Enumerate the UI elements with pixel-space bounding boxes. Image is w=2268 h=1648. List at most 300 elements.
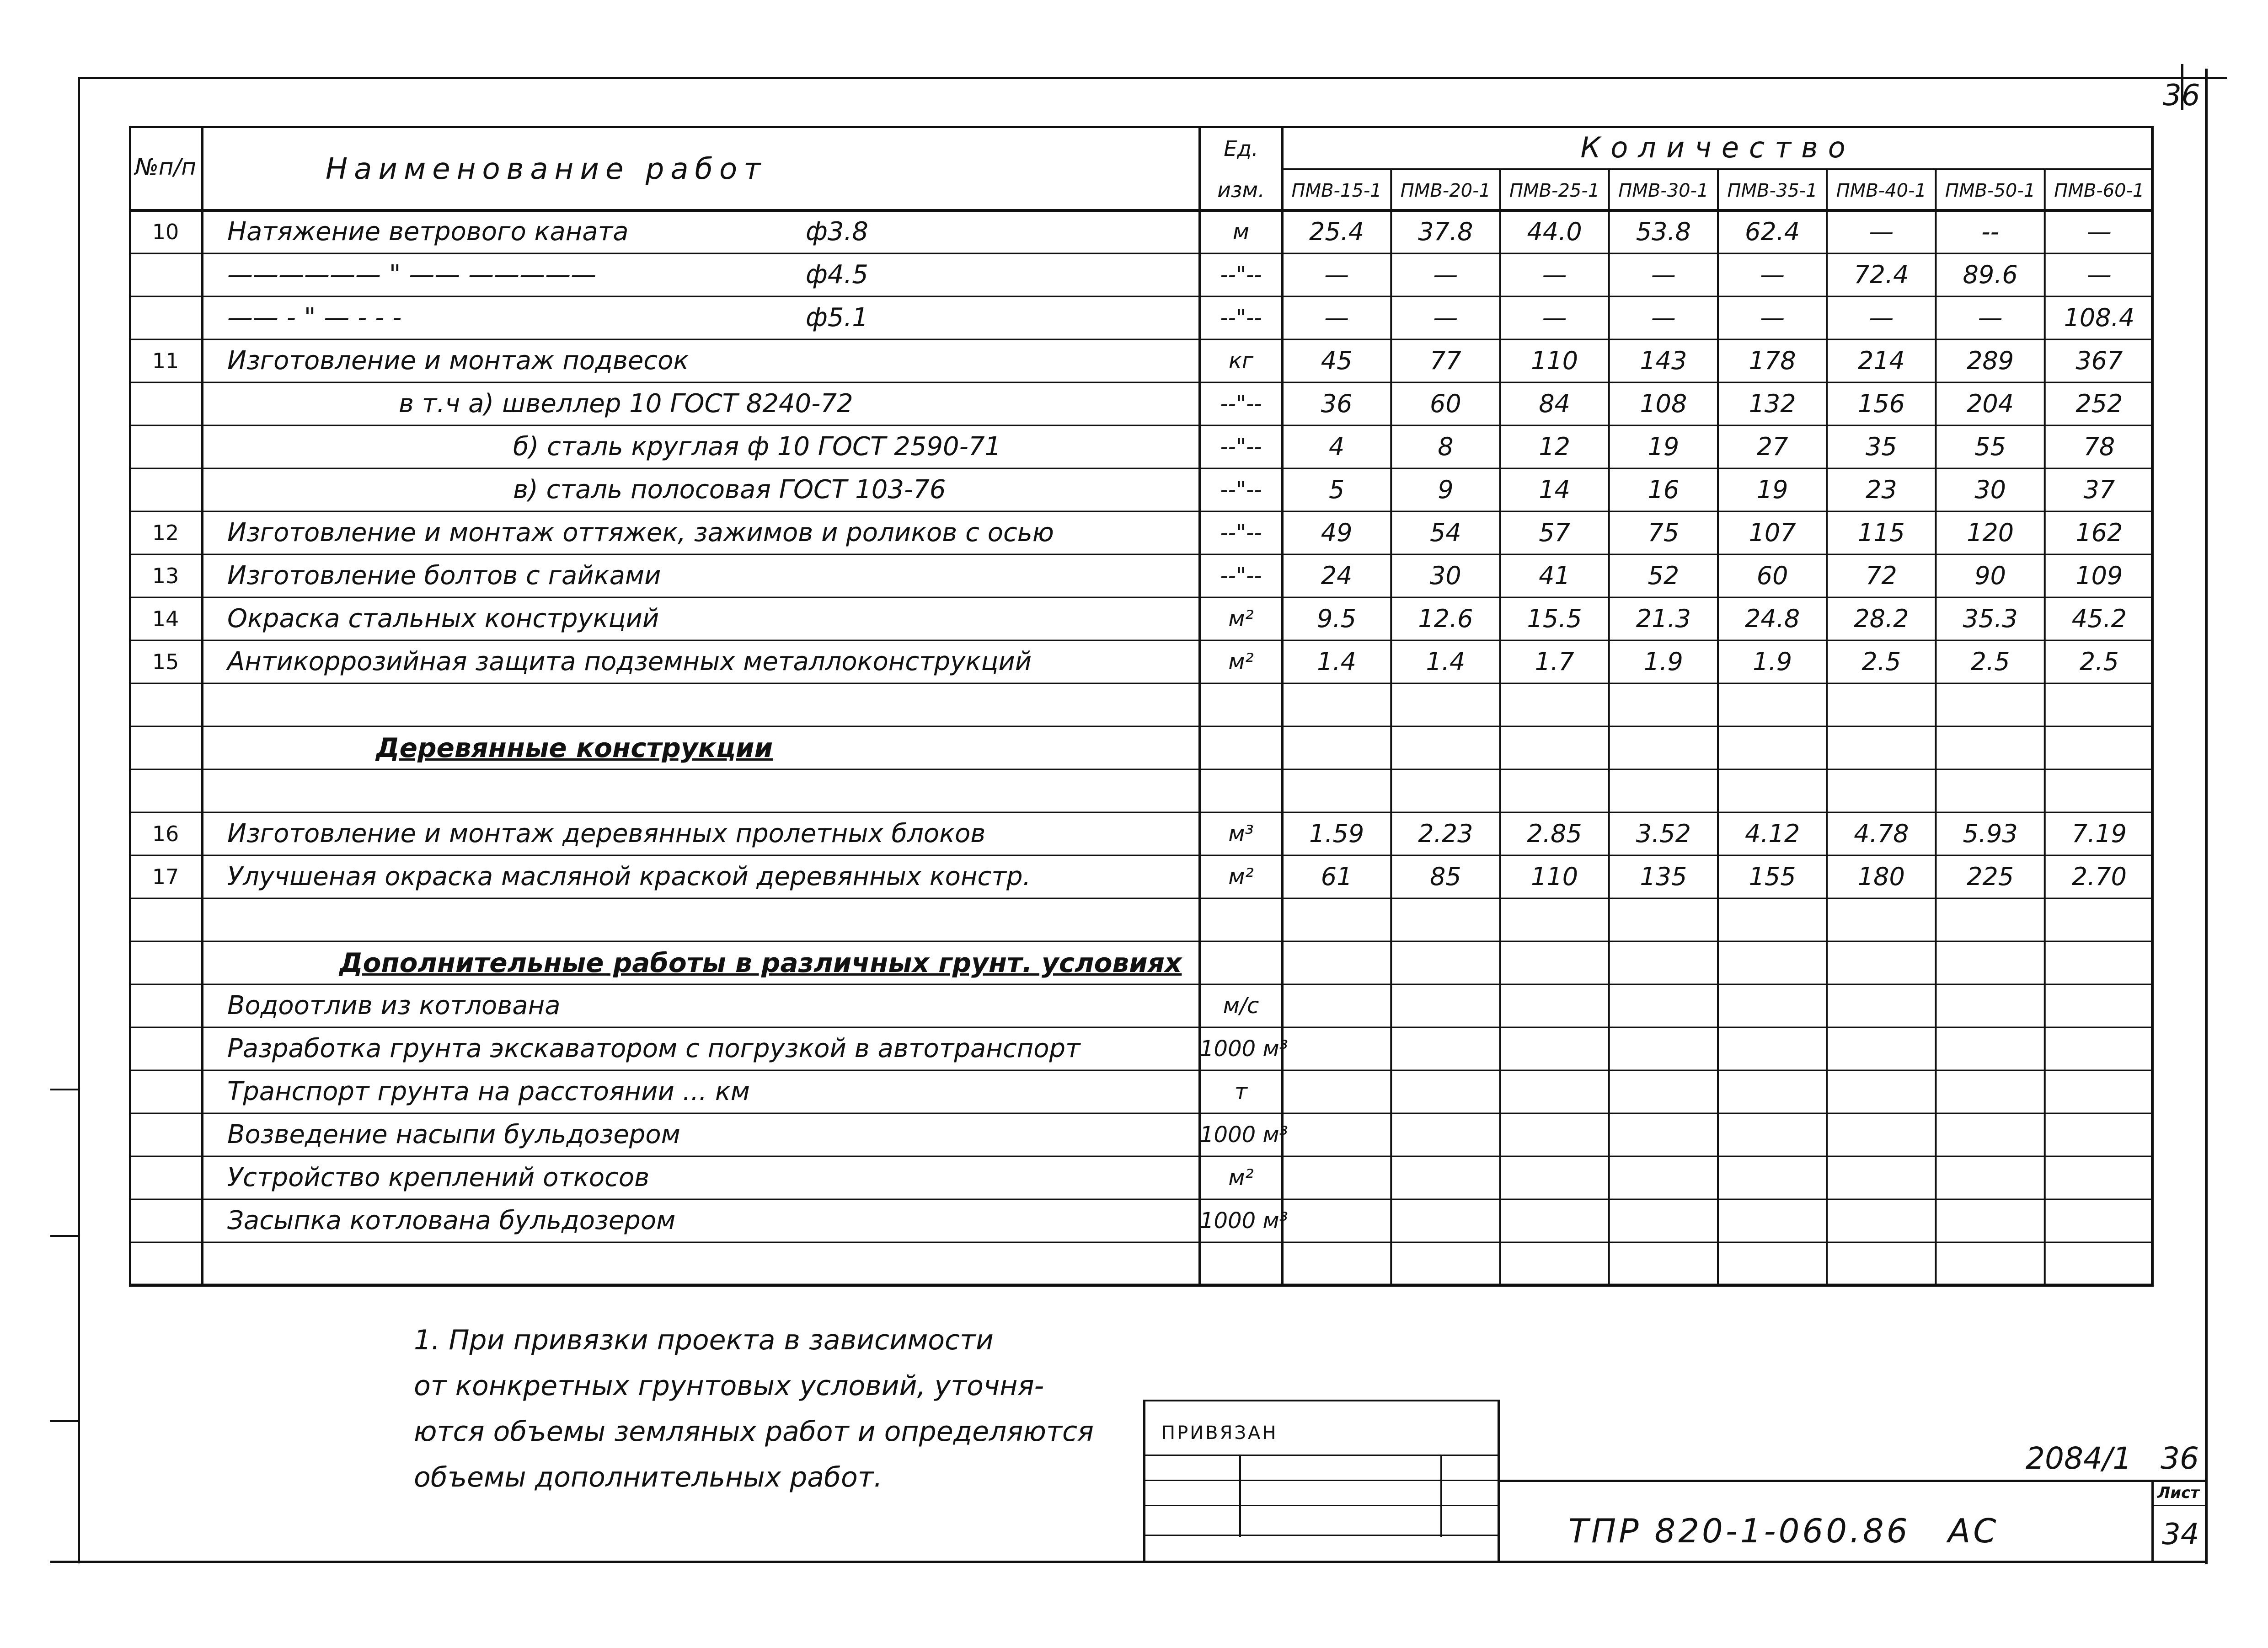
frame-bottom (50, 1561, 2208, 1563)
quantity-value (1827, 941, 1936, 984)
quantity-value: 60 (1756, 561, 1788, 590)
quantity-value (1609, 984, 1718, 1027)
quantity-value: 14 (1539, 475, 1570, 504)
quantity-value: 2.70 (2071, 862, 2127, 891)
quantity-value: — (2086, 217, 2112, 246)
quantity-value (1391, 898, 1500, 941)
quantity-value: 2.5 (2079, 647, 2119, 676)
quantity-value: — (1651, 260, 1676, 289)
quantity-value (1718, 1113, 1827, 1156)
quantity-value (1500, 769, 1609, 812)
sheet-label: Лист (2157, 1484, 2199, 1502)
quantity-value (1936, 941, 2045, 984)
quantity-value (1718, 683, 1827, 726)
quantity-value (1718, 1027, 1827, 1070)
quantity-value (1609, 941, 1718, 984)
quantity-value: 132 (1749, 389, 1796, 418)
quantity-value: 78 (2083, 432, 2115, 461)
quantity-value (1936, 898, 2045, 941)
column-header: ПМВ-30-1 (1618, 180, 1709, 201)
unit: --"-- (1220, 305, 1262, 331)
quantity-value: 367 (2075, 346, 2123, 375)
quantity-value: 5.93 (1963, 819, 2018, 848)
quantity-value (1500, 1070, 1609, 1113)
table-content (129, 126, 2154, 1297)
quantity-value (1282, 726, 1391, 769)
quantity-value (1609, 898, 1718, 941)
quantity-value: 9.5 (1317, 604, 1357, 633)
quantity-value (1282, 1242, 1391, 1285)
quantity-value: 2.5 (1970, 647, 2010, 676)
quantity-value: 57 (1539, 518, 1570, 547)
quantity-value: 110 (1531, 346, 1578, 375)
quantity-value (1391, 1070, 1500, 1113)
quantity-value: 225 (1967, 862, 2014, 891)
quantity-value: 27 (1756, 432, 1788, 461)
quantity-value: 24 (1321, 561, 1353, 590)
quantity-value (1282, 1070, 1391, 1113)
row-number (129, 769, 202, 812)
quantity-value: 90 (1974, 561, 2006, 590)
row-number (129, 296, 202, 339)
quantity-value: 155 (1749, 862, 1796, 891)
quantity-value: — (1651, 303, 1676, 332)
section-title: Деревянные конструкции (376, 732, 773, 763)
quantity-value (1500, 1113, 1609, 1156)
quantity-value: 77 (1430, 346, 1461, 375)
quantity-value (1936, 1242, 2045, 1285)
notes-block (414, 1317, 1168, 1500)
unit: т (1235, 1079, 1247, 1105)
quantity-value (1609, 683, 1718, 726)
quantity-value: 44.0 (1527, 217, 1582, 246)
work-name: в т.ч а) швеллер 10 ГОСТ 8240-72 (399, 389, 853, 419)
work-name: Изготовление болтов с гайками (227, 561, 661, 590)
quantity-value (1827, 1156, 1936, 1199)
note-line: объемы дополнительных работ. (414, 1461, 883, 1493)
quantity-value: 62.4 (1745, 217, 1800, 246)
unit: --"-- (1220, 434, 1262, 460)
quantity-value (1609, 1113, 1718, 1156)
quantity-value (1936, 1156, 2045, 1199)
quantity-value: 84 (1539, 389, 1570, 418)
quantity-value: — (1760, 303, 1785, 332)
quantity-value (1718, 726, 1827, 769)
quantity-value (1500, 1027, 1609, 1070)
quantity-value (1500, 1199, 1609, 1242)
row-number: 15 (152, 650, 179, 674)
unit (1200, 769, 1282, 812)
row-number (129, 468, 202, 511)
quantity-value: 1.4 (1317, 647, 1357, 676)
quantity-value: 15.5 (1527, 604, 1582, 633)
quantity-value (1391, 769, 1500, 812)
quantity-value: 45 (1321, 346, 1353, 375)
quantity-value (2045, 1113, 2154, 1156)
quantity-value: 143 (1640, 346, 1687, 375)
quantity-value (1936, 726, 2045, 769)
quantity-value (1391, 984, 1500, 1027)
quantity-value: 108.4 (2064, 303, 2135, 332)
quantity-value: 1.9 (1753, 647, 1792, 676)
row-number (129, 382, 202, 425)
sheet-number: 34 (2162, 1518, 2199, 1551)
quantity-value: 180 (1857, 862, 1905, 891)
quantity-value: 162 (2075, 518, 2123, 547)
row-number: 11 (152, 349, 179, 373)
quantity-value: 53.8 (1636, 217, 1691, 246)
quantity-value: 178 (1749, 346, 1796, 375)
quantity-value: 89.6 (1963, 260, 2018, 289)
quantity-value (1391, 1113, 1500, 1156)
quantity-value: 35 (1866, 432, 1897, 461)
quantity-value: 4 (1328, 432, 1345, 461)
quantity-value: 75 (1648, 518, 1680, 547)
work-name: —— - " — - - - (227, 303, 402, 333)
quantity-value (1391, 1242, 1500, 1285)
column-header: ПМВ-25-1 (1509, 180, 1600, 201)
quantity-value: 2.23 (1418, 819, 1473, 848)
quantity-value: 21.3 (1636, 604, 1691, 633)
quantity-value (1500, 898, 1609, 941)
quantity-value: 55 (1974, 432, 2006, 461)
quantity-value (1282, 683, 1391, 726)
unit: м/с (1223, 993, 1259, 1019)
quantity-value (1718, 1070, 1827, 1113)
quantity-value: 115 (1857, 518, 1905, 547)
quantity-value (1282, 769, 1391, 812)
row-number (129, 1156, 202, 1199)
quantity-value: 36 (1321, 389, 1353, 418)
quantity-value: 37.8 (1418, 217, 1473, 246)
row-number (129, 683, 202, 726)
quantity-value: 52 (1648, 561, 1680, 590)
diameter: ф5.1 (806, 303, 868, 333)
quantity-value: 37 (2083, 475, 2115, 504)
column-header: ПМВ-50-1 (1945, 180, 2036, 201)
quantity-value (1282, 941, 1391, 984)
quantity-value (1827, 726, 1936, 769)
quantity-value (1718, 1156, 1827, 1199)
quantity-value: 49 (1321, 518, 1353, 547)
quantity-value (1282, 898, 1391, 941)
row-number (129, 253, 202, 296)
inventory-number: 2084/1 (2026, 1441, 2132, 1476)
binding-tick (50, 1089, 79, 1090)
unit: кг (1228, 348, 1254, 374)
sheet-total: 36 (2161, 1441, 2199, 1476)
quantity-value (1282, 1027, 1391, 1070)
row-number: 16 (152, 821, 179, 846)
quantity-value: 54 (1430, 518, 1461, 547)
quantity-value (1936, 1027, 2045, 1070)
work-name: Устройство креплений откосов (227, 1163, 650, 1192)
quantity-value (2045, 1242, 2154, 1285)
row-number: 10 (152, 220, 179, 244)
work-name: Водоотлив из котлована (227, 991, 561, 1020)
quantity-value (2045, 1070, 2154, 1113)
quantity-value: 60 (1430, 389, 1461, 418)
row-number (129, 984, 202, 1027)
work-name: Транспорт грунта на расстоянии ... км (227, 1077, 750, 1106)
row-number: 13 (152, 564, 179, 588)
quantity-value (1609, 1070, 1718, 1113)
work-name: Улучшеная окраска масляной краской деревянных констр. (227, 862, 1031, 891)
quantity-value (1391, 1156, 1500, 1199)
quantity-value: 28.2 (1854, 604, 1909, 633)
quantity-value (1718, 769, 1827, 812)
work-name: Изготовление и монтаж деревянных пролетных блоков (227, 819, 986, 848)
quantity-value (1282, 1199, 1391, 1242)
quantity-value (2045, 726, 2154, 769)
quantity-value (2045, 984, 2154, 1027)
quantity-value: — (1324, 303, 1349, 332)
quantity-value (2045, 769, 2154, 812)
note-line: 1. При привязки проекта в зависимости (414, 1324, 994, 1356)
quantity-value (1936, 1113, 2045, 1156)
quantity-value (1718, 1242, 1827, 1285)
quantity-value (1827, 683, 1936, 726)
quantity-value: 7.19 (2071, 819, 2127, 848)
quantity-value: — (1433, 303, 1458, 332)
header-unit-line2: изм. (1217, 177, 1265, 202)
quantity-value (2045, 941, 2154, 984)
quantity-value: 4.78 (1854, 819, 1909, 848)
binding-tick (50, 1420, 79, 1422)
quantity-value (1936, 683, 2045, 726)
note-line: от конкретных грунтовых условий, уточня- (414, 1370, 1044, 1402)
quantity-value (1827, 1070, 1936, 1113)
quantity-value (1391, 1027, 1500, 1070)
row-number (129, 1113, 202, 1156)
sheet-corner-number: 36 (2163, 79, 2200, 113)
work-name: Изготовление и монтаж подвесок (227, 346, 689, 376)
quantity-value (1500, 726, 1609, 769)
quantity-value: 2.85 (1527, 819, 1582, 848)
unit: м² (1228, 864, 1254, 890)
row-number (129, 425, 202, 468)
diameter: ф3.8 (806, 217, 868, 247)
quantity-value (1936, 769, 2045, 812)
quantity-value: 25.4 (1309, 217, 1364, 246)
work-name: Окраска стальных конструкций (227, 604, 659, 633)
quantity-value (1609, 1199, 1718, 1242)
quantity-value (1936, 1199, 2045, 1242)
quantity-value (1282, 1113, 1391, 1156)
frame-left (78, 77, 80, 1563)
quantity-value (1827, 984, 1936, 1027)
quantity-value (1827, 1199, 1936, 1242)
quantity-value (1609, 1156, 1718, 1199)
column-header: ПМВ-35-1 (1727, 180, 1818, 201)
row-number: 17 (152, 864, 179, 889)
unit: м³ (1228, 821, 1254, 847)
quantity-value (1609, 1027, 1718, 1070)
quantity-value: 23 (1866, 475, 1897, 504)
quantity-value: 8 (1438, 432, 1454, 461)
quantity-value: 204 (1967, 389, 2014, 418)
row-number: 14 (152, 607, 179, 631)
quantity-value: 2.5 (1861, 647, 1901, 676)
unit: 1000 м³ (1200, 1122, 1288, 1148)
quantity-value: 19 (1756, 475, 1788, 504)
unit: м² (1228, 649, 1254, 675)
quantity-value (1827, 1027, 1936, 1070)
quantity-value: 252 (2075, 389, 2123, 418)
quantity-value (2045, 1027, 2154, 1070)
quantity-value: 156 (1857, 389, 1905, 418)
quantity-value: 16 (1648, 475, 1680, 504)
header-number: №п/п (134, 154, 197, 180)
quantity-value: 85 (1430, 862, 1461, 891)
unit (1200, 898, 1282, 941)
quantity-value: 30 (1974, 475, 2006, 504)
work-name: Разработка грунта экскаватором с погрузкой в автотранспорт (227, 1034, 1081, 1063)
work-name: б) сталь круглая ф 10 ГОСТ 2590-71 (513, 432, 1001, 462)
quantity-value: — (1869, 303, 1894, 332)
quantity-value: 30 (1430, 561, 1461, 590)
quantity-value (1718, 1199, 1827, 1242)
row-number (129, 1242, 202, 1285)
quantity-value (1718, 941, 1827, 984)
quantity-value: 1.7 (1535, 647, 1574, 676)
header-quantity: Количество (1580, 131, 1856, 164)
quantity-value: — (1324, 260, 1349, 289)
quantity-value (1500, 941, 1609, 984)
binding-tick (50, 1235, 79, 1237)
row-number (129, 1070, 202, 1113)
quantity-value: 107 (1749, 518, 1796, 547)
quantity-value: 5 (1328, 475, 1345, 504)
quantity-value: 41 (1539, 561, 1570, 590)
unit: --"-- (1220, 520, 1262, 546)
work-name: Возведение насыпи бульдозером (227, 1120, 680, 1149)
quantity-value: 1.59 (1309, 819, 1364, 848)
unit: --"-- (1220, 563, 1262, 589)
row-number: 12 (152, 521, 179, 545)
quantity-value: — (1433, 260, 1458, 289)
quantity-value: — (1542, 260, 1567, 289)
unit: 1000 м³ (1200, 1208, 1288, 1234)
column-header: ПМВ-40-1 (1836, 180, 1926, 201)
quantity-value: 61 (1321, 862, 1353, 891)
quantity-value: 4.12 (1745, 819, 1800, 848)
unit (1200, 941, 1282, 984)
quantity-value: — (1869, 217, 1894, 246)
quantity-value (1282, 984, 1391, 1027)
row-number (129, 1027, 202, 1070)
quantity-value (1718, 898, 1827, 941)
section-title: Дополнительные работы в различных грунт. условиях (339, 947, 1182, 978)
unit: --"-- (1220, 391, 1262, 417)
quantity-value (1500, 1156, 1609, 1199)
document-code: ТПР 820-1-060.86 (1568, 1512, 1910, 1550)
unit: м² (1228, 1165, 1254, 1191)
quantity-value: 72 (1866, 561, 1897, 590)
quantity-value (1609, 726, 1718, 769)
quantity-value (1936, 1070, 2045, 1113)
work-name: в) сталь полосовая ГОСТ 103-76 (513, 475, 946, 505)
quantity-value: 12.6 (1418, 604, 1473, 633)
quantity-value (1391, 1199, 1500, 1242)
header-name: Наименование работ (326, 152, 767, 186)
document-section: АС (1948, 1512, 1999, 1550)
row-number (129, 898, 202, 941)
row-number (129, 726, 202, 769)
unit (1200, 683, 1282, 726)
frame-top (78, 77, 2227, 79)
quantity-value: -- (1981, 217, 2000, 246)
quantity-value (1391, 683, 1500, 726)
quantity-value: 108 (1640, 389, 1687, 418)
row-number (129, 1199, 202, 1242)
quantity-value: 289 (1967, 346, 2014, 375)
column-header: ПМВ-15-1 (1291, 180, 1382, 201)
quantity-value: — (1760, 260, 1785, 289)
quantity-value (1609, 1242, 1718, 1285)
column-header: ПМВ-20-1 (1400, 180, 1491, 201)
work-name: Натяжение ветрового каната (227, 217, 629, 247)
quantity-value: — (1978, 303, 2003, 332)
quantity-value (2045, 1156, 2154, 1199)
quantity-value: 72.4 (1854, 260, 1909, 289)
work-name: Изготовление и монтаж оттяжек, зажимов и роликов с осью (227, 518, 1054, 548)
quantity-value (1282, 1156, 1391, 1199)
quantity-value (1609, 769, 1718, 812)
work-name: Засыпка котлована бульдозером (227, 1206, 676, 1235)
quantity-value: 1.4 (1426, 647, 1466, 676)
quantity-value (1827, 1113, 1936, 1156)
quantity-value: 19 (1648, 432, 1680, 461)
quantity-value: — (1542, 303, 1567, 332)
quantity-value (1391, 941, 1500, 984)
unit: --"-- (1220, 262, 1262, 288)
quantity-value: — (2086, 260, 2112, 289)
header-unit-line1: Ед. (1224, 136, 1258, 161)
quantity-value: 109 (2075, 561, 2123, 590)
unit (1200, 1242, 1282, 1285)
frame-right (2205, 69, 2208, 1564)
quantity-value: 45.2 (2071, 604, 2127, 633)
quantity-value (1827, 1242, 1936, 1285)
quantity-value: 120 (1967, 518, 2014, 547)
quantity-value: 12 (1539, 432, 1570, 461)
quantity-value (1827, 898, 1936, 941)
work-name: Антикоррозийная защита подземных металлоконструкций (227, 647, 1032, 676)
quantity-value (1500, 1242, 1609, 1285)
quantity-value: 3.52 (1636, 819, 1691, 848)
diameter: ф4.5 (806, 260, 868, 290)
quantity-value (1827, 769, 1936, 812)
quantity-value (1500, 984, 1609, 1027)
quantity-value (2045, 1199, 2154, 1242)
quantity-value (1718, 984, 1827, 1027)
unit: --"-- (1220, 477, 1262, 503)
quantity-value: 1.9 (1643, 647, 1683, 676)
quantity-value: 24.8 (1745, 604, 1800, 633)
quantity-value (2045, 683, 2154, 726)
column-header: ПМВ-60-1 (2054, 180, 2145, 201)
unit: м (1232, 219, 1250, 245)
quantity-value: 110 (1531, 862, 1578, 891)
note-line: ются объемы земляных работ и определяются (414, 1416, 1094, 1448)
row-number (129, 941, 202, 984)
quantity-value (1936, 984, 2045, 1027)
quantity-value: 135 (1640, 862, 1687, 891)
stamp-label: ПРИВЯЗАН (1161, 1423, 1278, 1444)
work-name: —————— " —— ————— (227, 260, 597, 290)
quantity-value: 35.3 (1963, 604, 2018, 633)
